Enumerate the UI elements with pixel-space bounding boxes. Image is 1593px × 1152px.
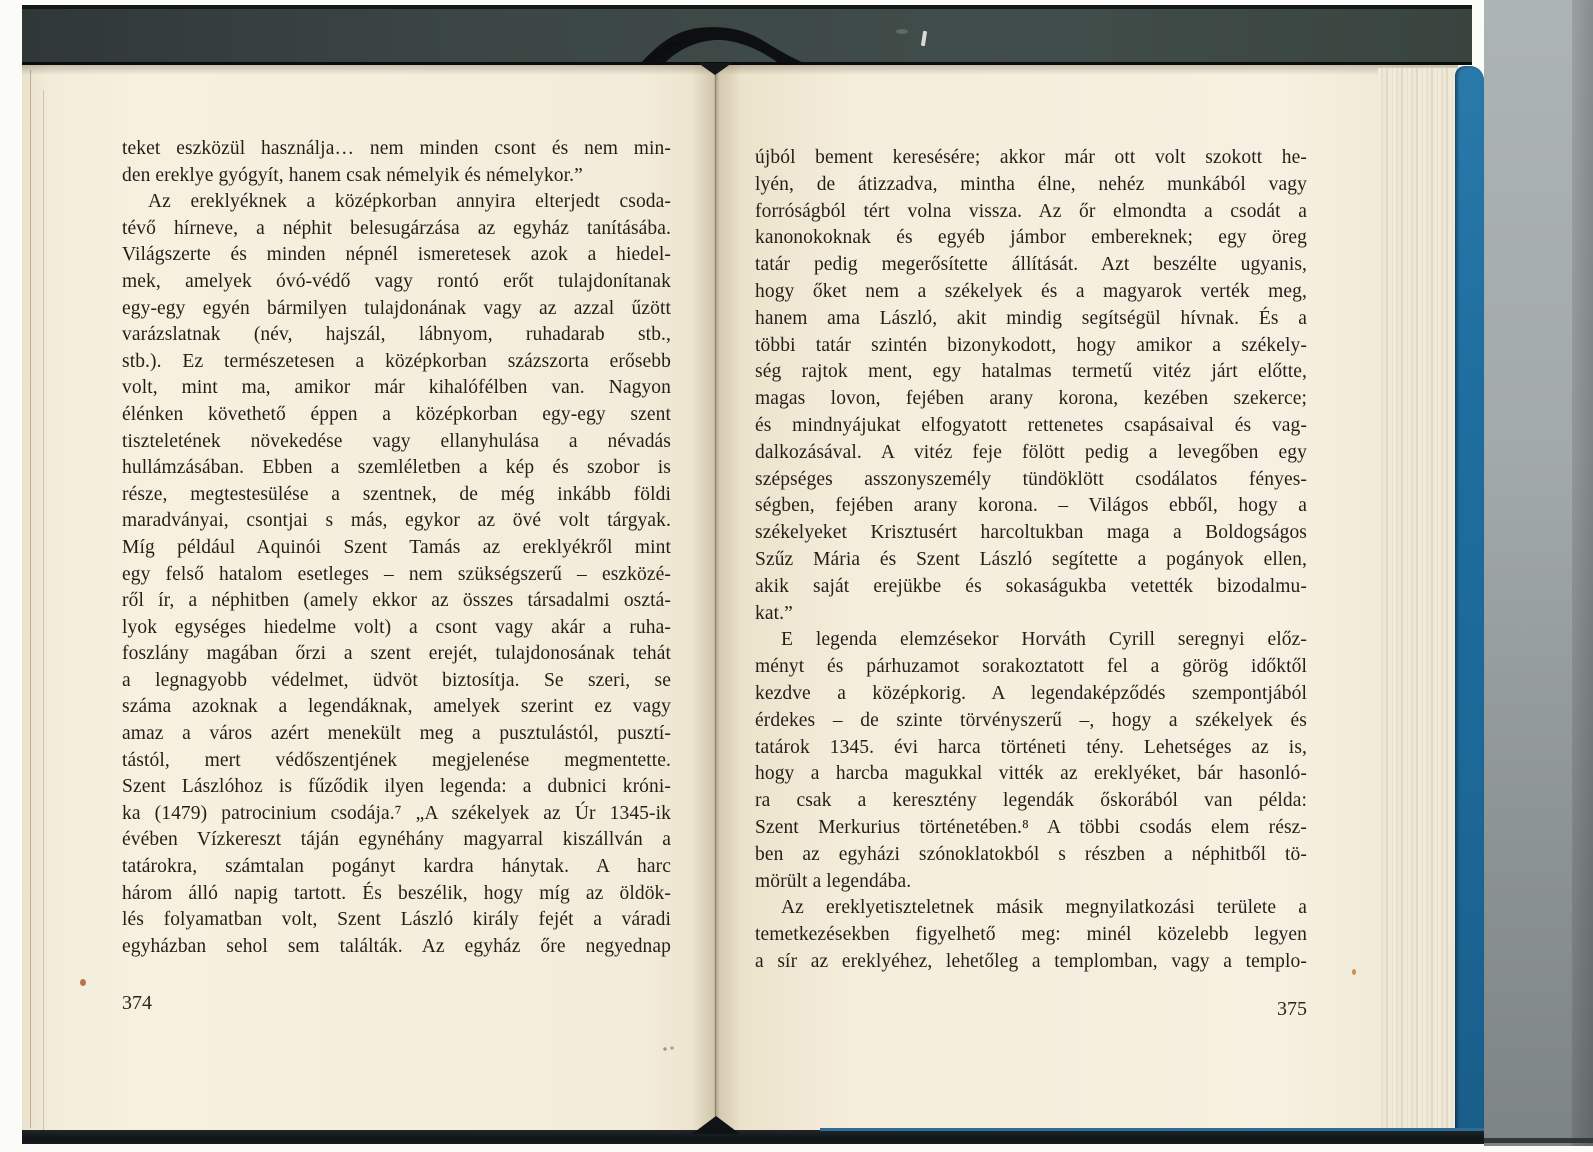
text-line: kat.” (755, 602, 793, 624)
text-line: ség rajtok ment, egy hatalmas termetű vitéz járt előtte, (755, 361, 1307, 383)
text-line: egyházban sehol sem találták. Az egyház őre negyednap (122, 935, 671, 957)
text-line: kezdve a középkorig. A legendaképződés szempontjából (755, 682, 1307, 704)
margin-speck-left (80, 979, 86, 986)
text-line: egy felső hatalom esetleges – nem szükségszerű – eszközé- (122, 563, 671, 585)
text-line: hanem ama László, akit mindig segítségül hívnak. És a (755, 307, 1307, 329)
text-line: ben az egyházi szónoklatokból s részben a néphitből tö- (755, 843, 1307, 865)
text-line: tévő hírneve, a néphit belesugárzása az egyház tanításába. (122, 217, 671, 239)
text-line: része, megtestesülése a szentnek, de még inkább földi (122, 483, 671, 505)
text-line: Szent Merkurius történetében.⁸ A többi csodás elem rész- (755, 816, 1307, 838)
text-line: hogy a harcba magukkal vitték az ereklyéket, bár hasonló- (755, 763, 1307, 785)
scanner-smudge (896, 29, 908, 34)
text-line: stb.). Ez természetesen a középkorban százszorta erősebb (122, 350, 671, 372)
left-page-edge-line (30, 70, 31, 1128)
book-gutter-crease (715, 70, 716, 1128)
text-line: tiszteletének növekedése vagy ellanyhulása a névadás (122, 430, 671, 452)
text-line: mek, amelyek óvó-védő vagy rontó erőt tulajdonítanak (122, 270, 671, 292)
text-line: varázslatnak (név, hajszál, lábnyom, ruhadarab stb., (122, 324, 671, 346)
text-line: tatár pedig megerősítette állítását. Azt beszélte ugyanis, (755, 254, 1307, 276)
text-line: szépséges asszonyszemély tündöklött csodálatos fényes- (755, 468, 1307, 490)
margin-speck-right (1352, 969, 1356, 975)
text-line: kanonokoknak és egyéb jámbor embereknek; egy öreg (755, 227, 1307, 249)
bottom-cover-blue-line (820, 1128, 1484, 1131)
text-line: székelyeket Krisztusért harcoltukban maga a Boldogságos (755, 522, 1307, 544)
text-line: ményt és párhuzamot sorakoztatott fel a görög időktől (755, 656, 1307, 678)
text-line: évében Vízkereszt táján egynéhány magyarral kiszállván a (122, 829, 671, 851)
text-line: Az ereklyetiszteletnek másik megnyilatkozási területe a (781, 897, 1307, 919)
text-line: tatárok 1345. évi harca történeti tény. Lehetséges az is, (755, 736, 1307, 758)
text-line: Szent Lászlóhoz is fűződik ilyen legenda: a dubnici króni- (122, 776, 671, 798)
right-page-text (755, 145, 1307, 976)
text-line: dalkozásával. A vitéz feje fölött pedig a levegőben egy (755, 441, 1307, 463)
text-line: többi tatár szintén bizonykodott, hogy amikor a székely- (755, 334, 1307, 356)
text-line: lyén, de átizzadva, mintha élne, nehéz munkából vagy (755, 173, 1307, 195)
page-number-right: 375 (1277, 998, 1307, 1020)
text-line: magas lovon, fejében arany korona, kezében szekerce; (755, 388, 1307, 410)
text-line: ről ír, a néphitben (amely ekkor az összes társadalmi osztá- (122, 590, 671, 612)
text-line: Az ereklyéknek a középkorban annyira elterjedt csoda- (148, 191, 671, 213)
bottom-cover-edge (22, 1130, 1484, 1144)
text-line: ségben, fejében arany korona. – Világos ebből, hogy a (755, 495, 1307, 517)
blue-cover-edge (1455, 66, 1484, 1140)
bookmark-ribbon (630, 22, 810, 66)
text-line: tástól, mert védőszentjének megjelenése megmentette. (122, 749, 671, 771)
fanned-page-edges (1378, 68, 1458, 1134)
text-line: Világszerte és minden népnél ismeretesek azok a hiedel- (122, 244, 671, 266)
text-line: a sír az ereklyéhez, lehetőleg a templomban, vagy a templo- (755, 950, 1307, 972)
page-top-shadow (22, 65, 1458, 75)
text-line: E legenda elemzésekor Horváth Cyrill seregnyi előz- (781, 629, 1307, 651)
left-page-text (122, 136, 671, 960)
text-line: maradványai, csontjai s más, egykor az övé volt tárgyak. (122, 510, 671, 532)
text-line: érdekes – de szinte törvényszerű –, hogy a székelyek és (755, 709, 1307, 731)
book-gutter-shadow (692, 65, 740, 1132)
text-line: élénken követhető éppen a középkorban egy-egy szent (122, 403, 671, 425)
text-line: tatárokra, számtalan pogányt kardra hánytak. A harc (122, 856, 671, 878)
text-line: újból bement keresésére; akkor már ott volt szokott he- (755, 147, 1307, 168)
text-line: száma azoknak a legendáknak, amelyek szerint ez vagy (122, 696, 671, 718)
gutter-bottom-notch (692, 1116, 740, 1134)
text-line: Míg például Aquinói Szent Tamás az ereklyékről mint (122, 536, 671, 558)
text-line: egy-egy egyén bármilyen tulajdonának vagy az azzal űzött (122, 297, 671, 319)
text-line: Szűz Mária és Szent László segítette a pogányok ellen, (755, 548, 1307, 570)
text-line: forróságból tért volna vissza. Az őr elmondta a csodát a (755, 200, 1307, 222)
text-line: amaz a város azért menekült meg a pusztulástól, pusztí- (122, 723, 671, 745)
text-line: temetkezésekben figyelhető meg: minél közelebb legyen (755, 924, 1307, 946)
text-line: a legnagyobb védelmet, üdvöt biztosítja. Se szeri, se (122, 669, 671, 691)
text-line: lyok egységes hiedelme volt) a csont vagy akár a ruha- (122, 616, 671, 638)
text-line: hogy őket nem a székelyek és a magyarok verték meg, (755, 280, 1307, 302)
text-line: foszlány magában őrzi a szent erejét, tulajdonosának tehát (122, 643, 671, 665)
text-line: mörült a legendába. (755, 870, 912, 892)
scanner-background-bottom-line (1484, 1138, 1593, 1143)
left-page-edge-line (43, 90, 44, 1130)
text-line: hullámzásában. Ebben a szemléletben a kép és szobor is (122, 457, 671, 479)
text-line: ra csak a keresztény legendák őskorából van példa: (755, 790, 1307, 812)
text-line: lés folyamatban volt, Szent László király fejét a váradi (122, 909, 671, 931)
gutter-smudge-mark (662, 1046, 676, 1052)
scanner-background-shadow-strip (1572, 0, 1593, 1146)
text-line: akik saját erejükbe és sokaságukba vetették bizodalmu- (755, 575, 1307, 597)
text-line: három álló napig tartott. És beszélik, hogy míg az öldök- (122, 882, 671, 904)
text-line: és mindnyájukat elfogyatott rettenetes csapásaival és vag- (755, 414, 1307, 436)
text-line: ka (1479) patrocinium csodája.⁷ „A székelyek az Úr 1345-ik (122, 802, 671, 824)
text-line: den ereklye gyógyít, hanem csak némelyik és némelykor.” (122, 164, 583, 186)
text-line: volt, mint ma, amikor már kihalófélben van. Nagyon (122, 377, 671, 399)
text-line: teket eszközül használja… nem minden csont és nem min- (122, 138, 671, 159)
page-number-left: 374 (122, 992, 152, 1014)
